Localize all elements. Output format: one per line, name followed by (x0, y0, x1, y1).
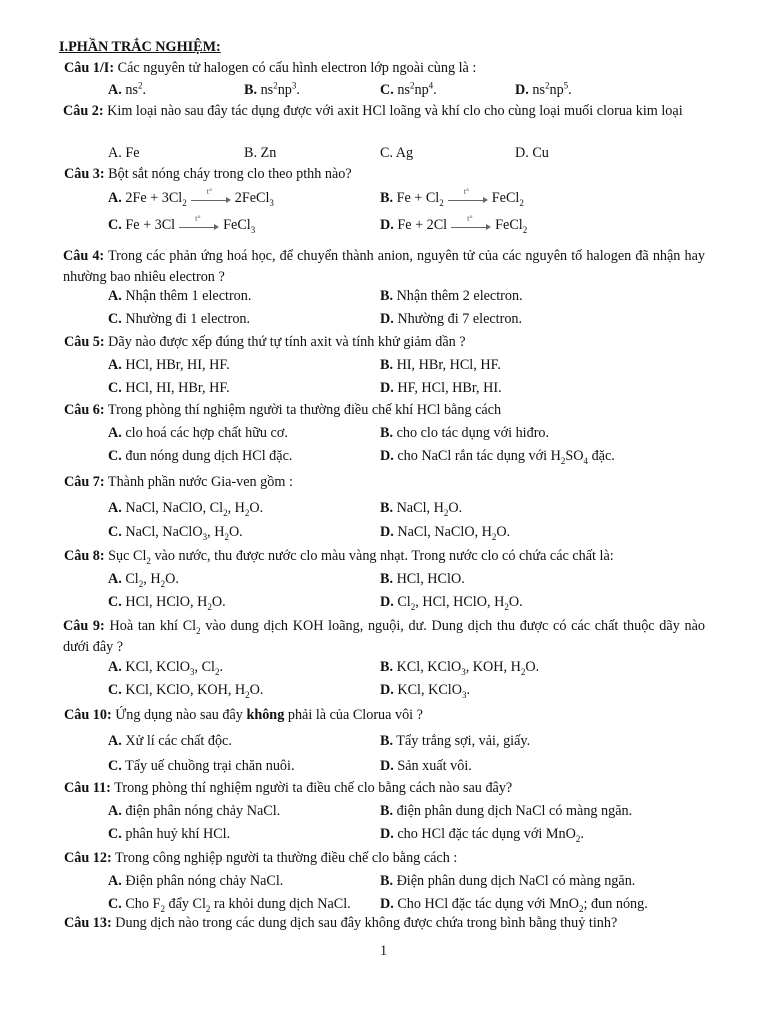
option-7c[interactable]: C. NaCl, NaClO$_3$, $H_2O$. (108, 524, 243, 542)
option-7d[interactable]: D. NaCl, NaClO, $H_2O$. (380, 524, 511, 542)
question-label: Câu 2: (63, 103, 104, 119)
option-5b[interactable]: B. HI, HBr, HCl, HF. (380, 357, 501, 373)
option-9a[interactable]: A. KCl, KClO$_3$, $Cl_2$. (108, 659, 224, 677)
option-11d[interactable]: D. cho HCl đặc tác dụng với MnO$_2$. (380, 826, 584, 844)
question-label: Câu 10: (64, 707, 112, 723)
option-9c[interactable]: C. KCl, KClO, KOH, $H_2O$. (108, 682, 264, 700)
question-10: Câu 10: Ứng dụng nào sau đây không phải là của Clorua vôi ? (64, 707, 423, 723)
question-label: Câu 5: (64, 334, 105, 350)
option-11c[interactable]: C. phân huỷ khí HCl. (108, 826, 231, 842)
question-label: Câu 9: (63, 618, 105, 634)
option-9b[interactable]: B. KCl, KClO$_3$, KOH, $H_2O$. (380, 659, 540, 677)
arrow-icon: t° (179, 221, 219, 231)
question-text: Thành phần nước Gia-ven gồm : (104, 474, 293, 490)
arrow-icon: t° (191, 194, 231, 204)
question-5 (64, 335, 466, 349)
option-8d[interactable]: D. $Cl_2$, HCl, HClO, $H_2O$. (380, 594, 523, 612)
option-1a[interactable]: A. $ns^2$. (108, 80, 147, 98)
question-text: Kim loại nào sau đây tác dụng được với axit HCl loãng và khí clo cho cùng loại muối clorua kim loại (103, 103, 683, 119)
option-8a[interactable]: A. $Cl_2$, $H_2O$. (108, 571, 179, 589)
option-2b[interactable]: B. Zn (244, 145, 277, 161)
arrow-icon: t° (451, 221, 491, 231)
question-11: Câu 11: Trong phòng thí nghiệm người ta điều chế clo bằng cách nào sau đây? (64, 780, 513, 796)
option-11b[interactable]: B. điện phân dung dịch NaCl có màng ngăn. (380, 803, 633, 819)
option-9d[interactable]: D. KCl, KClO$_3$. (380, 682, 471, 700)
option-2a[interactable]: A. Fe (108, 145, 140, 161)
option-10a[interactable]: A. Xử lí các chất độc. (108, 733, 232, 749)
option-6a[interactable]: A. clo hoá các hợp chất hữu cơ. (108, 425, 288, 441)
question-text: Trong phòng thí nghiệm người ta thường điều chế khí HCl bằng cách (104, 402, 502, 418)
question-2 (63, 101, 705, 122)
option-12b[interactable]: B. Điện phân dung dịch NaCl có màng ngăn. (380, 873, 636, 889)
option-12d[interactable]: D. Cho HCl đặc tác dụng với MnO$_2$; đun nóng. (380, 896, 648, 914)
option-7b[interactable]: B. NaCl, $H_2O$. (380, 500, 463, 518)
question-label: Câu 1/I: (64, 60, 115, 76)
option-4b[interactable]: B. Nhận thêm 2 electron. (380, 288, 523, 304)
question-6 (64, 403, 501, 417)
question-label: Câu 8: (64, 548, 105, 564)
question-4 (63, 246, 705, 288)
option-6d[interactable]: D. cho NaCl rắn tác dụng với $H_2SO_4$ đặc. (380, 448, 615, 466)
question-text: Dãy nào được xếp đúng thứ tự tính axit và tính khử giảm dần ? (104, 334, 466, 350)
section-title: I.PHẦN TRẮC NGHIỆM: (59, 39, 221, 55)
option-1d[interactable]: D. $ns^2np^5$. (515, 80, 572, 98)
option-3b[interactable]: B. $Fe + Cl_2$ t° FeCl$_2$ (380, 186, 524, 208)
question-label: Câu 7: (64, 474, 105, 490)
question-text: Các nguyên tử halogen có cấu hình electron lớp ngoài cùng là : (114, 60, 477, 76)
question-label: Câu 11: (64, 780, 111, 796)
question-1 (64, 61, 476, 75)
option-4c[interactable]: C. Nhường đi 1 electron. (108, 311, 251, 327)
question-text: Bột sắt nóng cháy trong clo theo pthh nào? (104, 166, 352, 182)
option-6b[interactable]: B. cho clo tác dụng với hiđro. (380, 425, 550, 441)
question-label: Câu 4: (63, 248, 105, 264)
question-3 (64, 167, 352, 181)
question-label: Câu 13: (64, 915, 112, 931)
option-5c[interactable]: C. HCl, HI, HBr, HF. (108, 380, 230, 396)
question-9: Câu 9: Hoà tan khí $Cl_2$ vào dung dịch KOH loãng, nguội, dư. Dung dịch thu được có các chất thuộc dãy nào dưới đây ? (63, 618, 705, 655)
option-1c[interactable]: C. $ns^2np^4$. (380, 80, 437, 98)
option-4d[interactable]: D. Nhường đi 7 electron. (380, 311, 523, 327)
option-11a[interactable]: A. điện phân nóng chảy NaCl. (108, 803, 281, 819)
option-6c[interactable]: C. đun nóng dung dịch HCl đặc. (108, 448, 293, 464)
option-8c[interactable]: C. HCl, HClO, $H_2O$. (108, 594, 226, 612)
option-12a[interactable]: A. Điện phân nóng chảy NaCl. (108, 873, 284, 889)
option-12c[interactable]: C. Cho $F_2$ đẩy $Cl_2$ ra khỏi dung dịch NaCl. (108, 896, 351, 914)
question-7 (64, 475, 293, 489)
option-8b[interactable]: B. HCl, HClO. (380, 571, 465, 587)
question-label: Câu 12: (64, 850, 112, 866)
option-10c[interactable]: C. Tẩy uế chuồng trại chăn nuôi. (108, 758, 295, 774)
option-2d[interactable]: D. Cu (515, 145, 549, 161)
option-10b[interactable]: B. Tẩy trắng sợi, vải, giấy. (380, 733, 531, 749)
option-10d[interactable]: D. Sản xuất vôi. (380, 758, 472, 774)
question-label: Câu 6: (64, 402, 105, 418)
question-label: Câu 3: (64, 166, 105, 182)
arrow-icon: t° (448, 194, 488, 204)
option-1b[interactable]: B. $ns^2np^3$. (244, 80, 300, 98)
option-5d[interactable]: D. HF, HCl, HBr, HI. (380, 380, 502, 396)
option-3a[interactable]: A. $2Fe + 3Cl_2$ t° 2FeCl$_3$ (108, 186, 274, 208)
option-4a[interactable]: A. Nhận thêm 1 electron. (108, 288, 252, 304)
option-5a[interactable]: A. HCl, HBr, HI, HF. (108, 357, 230, 373)
question-8: Câu 8: Sục $Cl_2$ vào nước, thu được nước clo màu vàng nhạt. Trong nước clo có chứa các chất là: (64, 548, 614, 566)
option-7a[interactable]: A. NaCl, NaClO, $Cl_2$, $H_2O$. (108, 500, 264, 518)
question-13: Câu 13: Dung dịch nào trong các dung dịch sau đây không được chứa trong bình bằng thuỷ tinh? (64, 915, 618, 931)
question-text: Trong các phản ứng hoá học, để chuyển thành anion, nguyên tử của các nguyên tố halogen đã nhận hay nhường bao nhiêu electron ? (63, 248, 705, 285)
option-2c[interactable]: C. Ag (380, 145, 414, 161)
option-3d[interactable]: D. Fe + 2Cl t° FeCl$_2$ (380, 213, 528, 235)
question-12: Câu 12: Trong công nghiệp người ta thường điều chế clo bằng cách : (64, 850, 458, 866)
option-3c[interactable]: C. Fe + 3Cl t° FeCl$_3$ (108, 213, 256, 235)
page-number: 1 (380, 943, 388, 959)
